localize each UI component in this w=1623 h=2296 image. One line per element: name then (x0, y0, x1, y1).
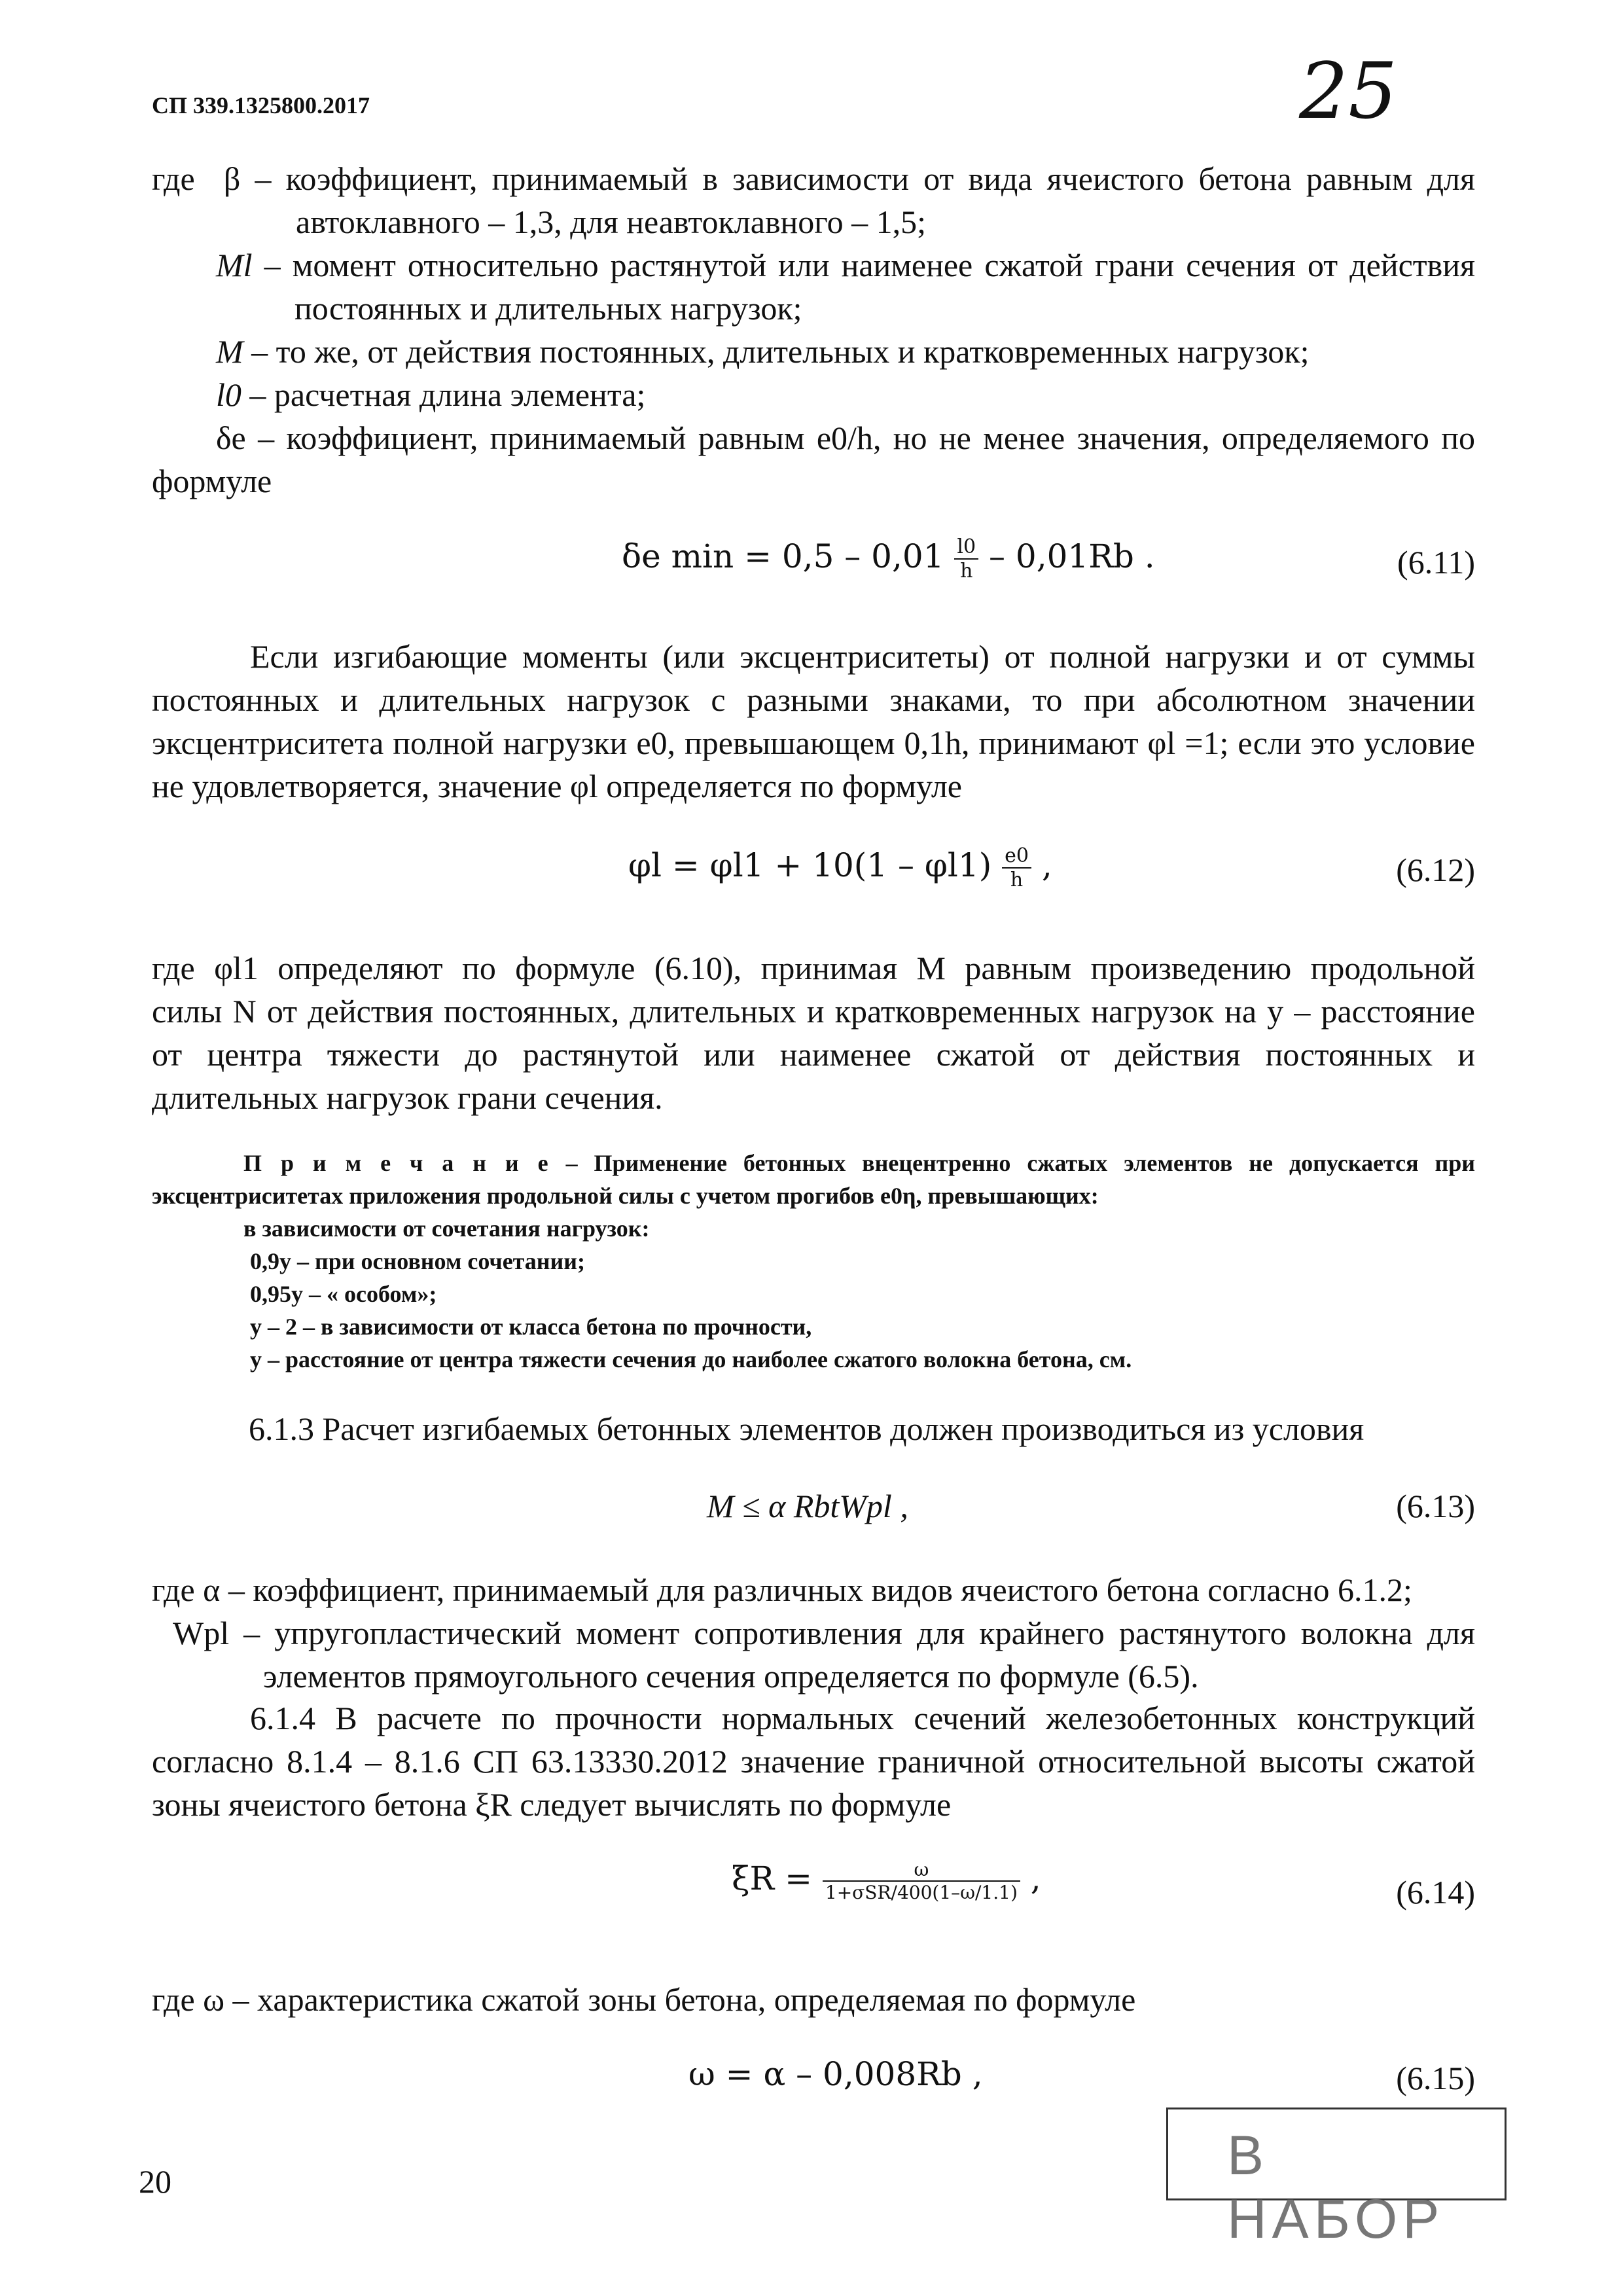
equation-6-12: φl = φl1 + 10(1 – φl1) $\frac{e0}{h}$ , (628, 844, 1052, 891)
equation-number-6-13: (6.13) (1396, 1488, 1475, 1524)
note-block: П р и м е ч а н и е – Применение бетонных внецентренно сжатых элементов не допускается при эксцентриситетах приложения продольной силы с учетом прогибов e0η, превышающих: в зависимости от сочетания нагрузок: 0,9y – при основном сочетании; 0,95y – « особом»; y – 2 – в зависимости от класса бетона по прочности, y – расстояние от центра тяжести сечения до наиболее сжатого волокна бетона, см. (152, 1150, 1475, 1372)
paragraph-6-1-3: 6.1.3 Расчет изгибаемых бетонных элементов должен производиться из условия (249, 1410, 1364, 1447)
beta-definition: где β – коэффициент, принимаемый в зависимости от вида ячеистого бетона равным для автоклавного – 1,3, для неавтоклавного – 1,5; (152, 160, 1476, 240)
where-6-1-4: где ω – характеристика сжатой зоны бетона, определяемая по формуле (152, 1981, 1136, 2018)
note-label: П р и м е ч а н и е (243, 1150, 550, 1176)
de-definition: δe – коэффициент, принимаемый равным e0/h, но не менее значения, определяемого по формуле (152, 420, 1475, 499)
handwritten-page-number: 25 (1299, 46, 1398, 136)
l0-definition: l0 – расчетная длина элемента; (216, 376, 646, 413)
equation-number-6-14: (6.14) (1396, 1874, 1475, 1910)
equation-6-13: M ≤ α RbtWpl , (707, 1488, 908, 1524)
paragraph-moments: Если изгибающие моменты (или эксцентриситеты) от полной нагрузки и от суммы постоянных и длительных нагрузок с разными знаками, то при абсолютном значении эксцентриситета полной нагрузки e0, превышающем 0,1h, принимают φl =1; если это условие не удовлетворяется, значение φl определяется по формуле (152, 638, 1475, 804)
typeset-stamp: В НАБОР (1166, 2108, 1507, 2200)
m-definition: M – то же, от действия постоянных, длительных и кратковременных нагрузок; (216, 333, 1310, 370)
where-6-1-3: где α – коэффициент, принимаемый для различных видов ячеистого бетона согласно 6.1.2; Wpl – упругопластический момент сопротивления для крайнего растянутого волокна для элементов прямоугольного сечения определяется по формуле (6.5). (152, 1571, 1475, 1695)
ml-definition: Ml – момент относительно растянутой или наименее сжатой грани сечения от действия постоянных и длительных нагрузок; (216, 247, 1476, 327)
equation-number-6-12: (6.12) (1396, 852, 1475, 888)
equation-6-15: ω = α – 0,008Rb , (688, 2055, 983, 2093)
equation-6-14: ξR = $\frac{\omega}{\text{1+σSR/400(1–ω/1.1)}}$ , (732, 1859, 1041, 1903)
page-number: 20 (139, 2163, 171, 2200)
paragraph-6-1-4: 6.1.4 В расчете по прочности нормальных сечений железобетонных конструкций согласно 8.1.4 – 8.1.6 СП 63.13330.2012 значение граничной относительной высоты сжатой зоны ячеистого бетона ξR следует вычислять по формуле (152, 1700, 1475, 1823)
paragraph-phi: где φl1 определяют по формуле (6.10), принимая M равным произведению продольной силы N от действия постоянных, длительных и кратковременных нагрузок на y – расстояние от центра тяжести до растянутой или наименее сжатой от действия постоянных и длительных нагрузок грани сечения. (152, 950, 1475, 1116)
equation-6-11: δe min = 0,5 – 0,01 $\frac{l0}{h}$ – 0,01Rb . (622, 535, 1155, 583)
equation-number-6-15: (6.15) (1396, 2060, 1475, 2096)
equation-number-6-11: (6.11) (1397, 544, 1475, 581)
document-code: СП 339.1325800.2017 (152, 92, 370, 118)
